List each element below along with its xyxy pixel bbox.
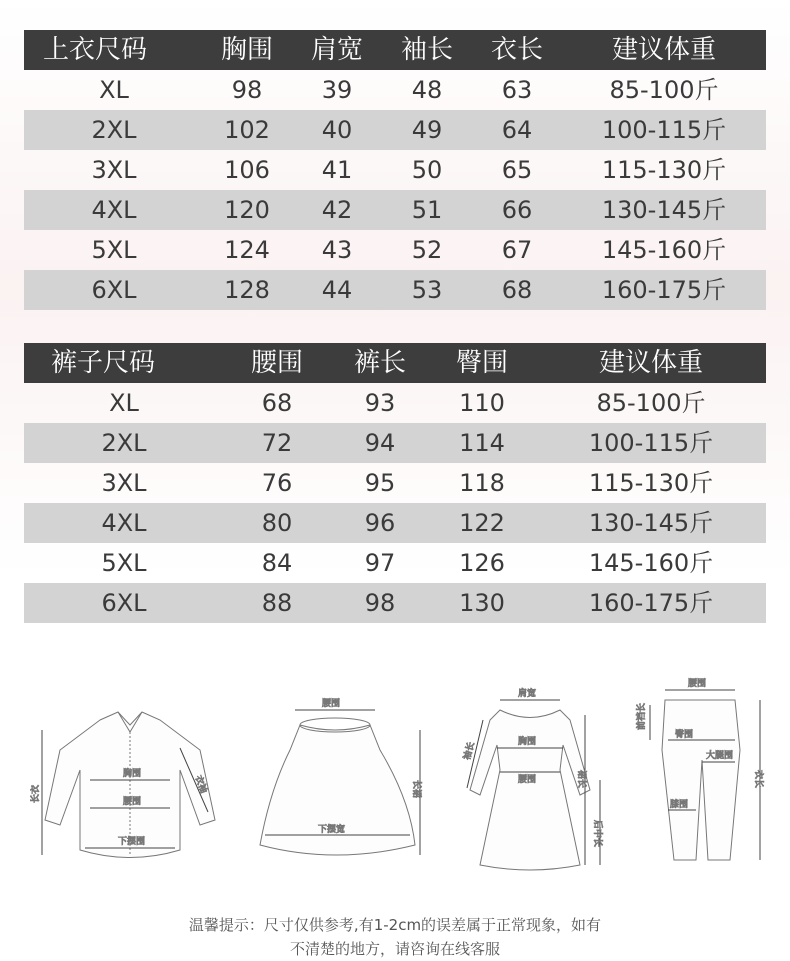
- skirt-measure-figure: [240, 670, 430, 874]
- table-cell: 42: [321, 196, 353, 224]
- table-row: [24, 110, 766, 150]
- table-cell: 115-130斤: [601, 156, 727, 184]
- table-cell: 102: [224, 116, 270, 144]
- shirt-chest-label: 胸围: [123, 769, 142, 779]
- table-cell: 3XL: [101, 469, 147, 497]
- table-cell: 3XL: [91, 156, 137, 184]
- table-cell: 128: [224, 276, 270, 304]
- table-row: [24, 270, 766, 310]
- table-cell: 68: [501, 276, 533, 304]
- table-cell: 44: [321, 276, 353, 304]
- table-cell: 5XL: [101, 549, 147, 577]
- table-cell: 85-100斤: [596, 389, 706, 417]
- header-cell: 腰围: [250, 348, 303, 378]
- table-row: [24, 423, 766, 463]
- dress-back-length-label: 后中长: [592, 820, 602, 848]
- header-cell: 建议体重: [611, 35, 716, 65]
- table-cell: 145-160斤: [588, 549, 714, 577]
- table-cell: 100-115斤: [588, 429, 714, 457]
- table-cell: 66: [501, 196, 533, 224]
- table-cell: XL: [109, 389, 139, 417]
- dress-length-label: 裙长: [576, 770, 586, 789]
- table-cell: 84: [261, 549, 293, 577]
- table-cell: 118: [459, 469, 505, 497]
- table-cell: 98: [364, 589, 396, 617]
- skirt-hem-label: 下摆宽: [318, 825, 346, 835]
- pants-measure-figure: [630, 670, 770, 874]
- dress-waist-label: 腰围: [518, 775, 537, 785]
- table-cell: 114: [459, 429, 505, 457]
- table-cell: 63: [501, 76, 533, 104]
- table-cell: 130-145斤: [601, 196, 727, 224]
- table-cell: 94: [364, 429, 396, 457]
- table-cell: 49: [411, 116, 443, 144]
- header-cell: 袖长: [400, 35, 453, 65]
- top-size-table: [24, 30, 766, 310]
- pants-front-rise-label: 前裆长: [637, 702, 647, 730]
- table-cell: 39: [321, 76, 353, 104]
- table-cell: 2XL: [101, 429, 147, 457]
- table-cell: 88: [261, 589, 293, 617]
- top-table-header: [24, 30, 766, 70]
- header-cell: 上衣尺码: [42, 35, 147, 65]
- pants-knee-label: 膝围: [670, 800, 689, 810]
- table-cell: 48: [411, 76, 443, 104]
- table-cell: 50: [411, 156, 443, 184]
- header-cell: 肩宽: [310, 35, 363, 65]
- table-cell: 126: [459, 549, 505, 577]
- header-cell: 建议体重: [598, 348, 703, 378]
- table-cell: 130: [459, 589, 505, 617]
- table-cell: 98: [231, 76, 263, 104]
- shirt-measure-figure: [30, 670, 230, 874]
- table-row: [24, 70, 766, 110]
- table-cell: 51: [411, 196, 443, 224]
- pants-table-header: [24, 343, 766, 383]
- table-row: [24, 230, 766, 270]
- table-cell: 2XL: [91, 116, 137, 144]
- table-cell: 52: [411, 236, 443, 264]
- table-cell: 160-175斤: [601, 276, 727, 304]
- table-cell: 80: [261, 509, 293, 537]
- pants-hip-label: 臀围: [675, 730, 694, 740]
- table-cell: 65: [501, 156, 533, 184]
- table-cell: 41: [321, 156, 353, 184]
- table-cell: 40: [321, 116, 353, 144]
- dress-sleeve-label: 袖长: [462, 741, 477, 762]
- header-cell: 衣长: [490, 35, 543, 65]
- table-cell: 64: [501, 116, 533, 144]
- table-cell: 120: [224, 196, 270, 224]
- table-cell: 6XL: [101, 589, 147, 617]
- table-cell: XL: [99, 76, 129, 104]
- header-cell: 裤长: [353, 348, 406, 378]
- table-cell: 4XL: [101, 509, 147, 537]
- table-cell: 95: [364, 469, 396, 497]
- table-cell: 96: [364, 509, 396, 537]
- header-cell: 裤子尺码: [50, 348, 155, 378]
- dress-shoulder-label: 肩宽: [518, 689, 537, 699]
- pants-thigh-label: 大腿围: [706, 751, 734, 761]
- table-cell: 97: [364, 549, 396, 577]
- table-cell: 93: [364, 389, 396, 417]
- header-cell: 胸围: [220, 35, 273, 65]
- table-row: [24, 463, 766, 503]
- shirt-length-label: 长衣: [31, 784, 41, 803]
- dress-measure-figure: [455, 670, 605, 884]
- shirt-waist-label: 腰围: [123, 797, 142, 807]
- table-cell: 6XL: [91, 276, 137, 304]
- table-cell: 160-175斤: [588, 589, 714, 617]
- table-cell: 76: [261, 469, 293, 497]
- table-cell: 53: [411, 276, 443, 304]
- shirt-hem-label: 下摆围: [118, 837, 146, 847]
- tip-line-1: 温馨提示：尺寸仅供参考,有1-2cm的误差属于正常现象，如有: [188, 916, 602, 934]
- table-row: [24, 503, 766, 543]
- pants-waist-label: 腰围: [688, 679, 707, 689]
- table-row: [24, 150, 766, 190]
- table-row: [24, 383, 766, 423]
- table-cell: 110: [459, 389, 505, 417]
- table-cell: 130-145斤: [588, 509, 714, 537]
- table-cell: 106: [224, 156, 270, 184]
- table-row: [24, 543, 766, 583]
- skirt-length-label: 长裙: [411, 780, 421, 799]
- table-cell: 43: [321, 236, 353, 264]
- table-cell: 72: [261, 429, 293, 457]
- table-cell: 122: [459, 509, 505, 537]
- table-cell: 85-100斤: [609, 76, 719, 104]
- pants-size-table: [24, 343, 766, 623]
- table-cell: 124: [224, 236, 270, 264]
- skirt-waist-label: 腰围: [322, 699, 341, 709]
- table-cell: 68: [261, 389, 293, 417]
- header-cell: 臀围: [455, 348, 508, 378]
- pants-length-label: 衣长: [753, 770, 763, 789]
- table-row: [24, 190, 766, 230]
- table-cell: 100-115斤: [601, 116, 727, 144]
- table-cell: 67: [501, 236, 533, 264]
- table-cell: 145-160斤: [601, 236, 727, 264]
- dress-chest-label: 胸围: [518, 737, 537, 747]
- table-row: [24, 583, 766, 623]
- table-cell: 4XL: [91, 196, 137, 224]
- shirt-sleeve-label: 衣袖: [192, 774, 209, 795]
- table-cell: 115-130斤: [588, 469, 714, 497]
- table-cell: 5XL: [91, 236, 137, 264]
- tip-line-2: 不清楚的地方，请咨询在线客服: [289, 940, 500, 958]
